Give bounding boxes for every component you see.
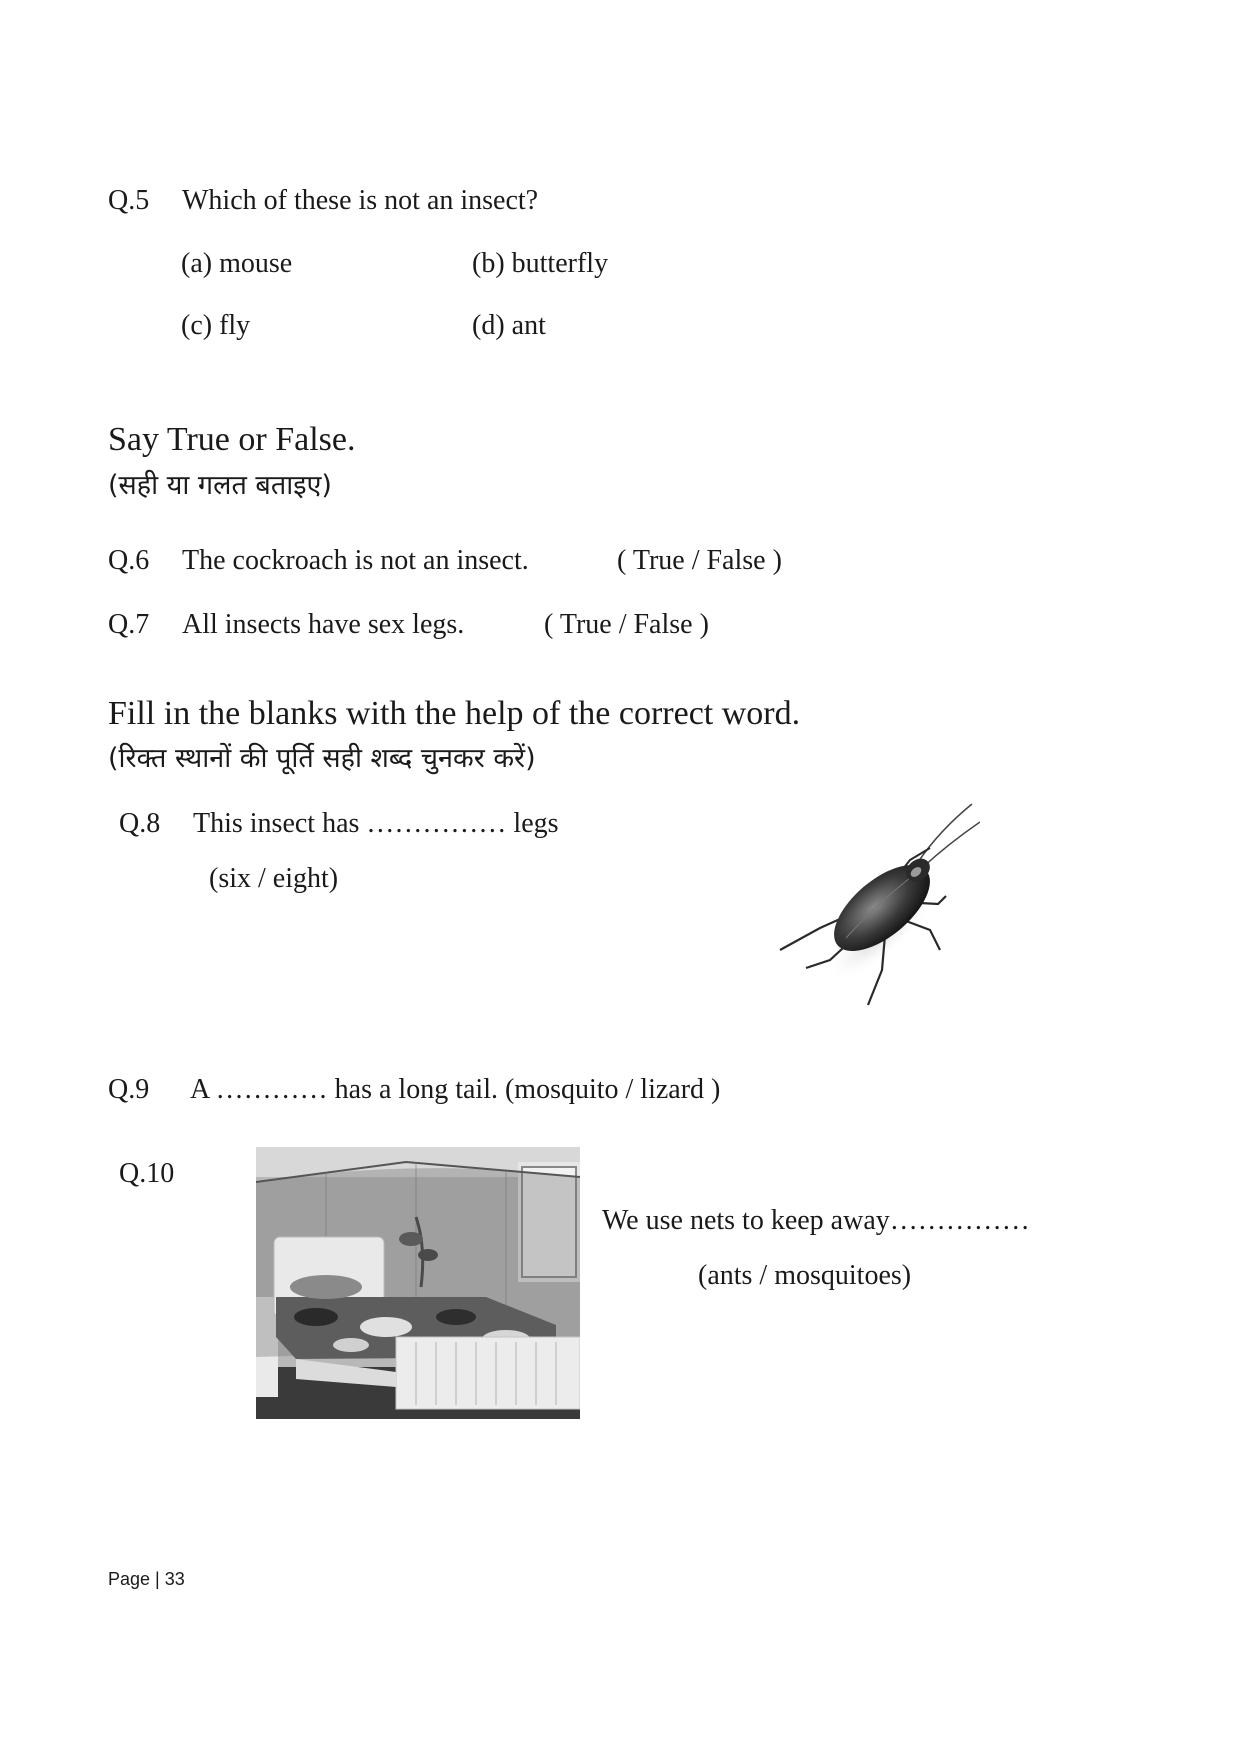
page-number: Page | 33 bbox=[108, 1569, 185, 1589]
fill-blanks-heading: Fill in the blanks with the help of the correct word. bbox=[108, 695, 801, 732]
q9-question: A ………… has a long tail. (mosquito / lizard ) bbox=[190, 1074, 721, 1105]
q9-number: Q.9 bbox=[108, 1074, 150, 1105]
q7-choices: ( True / False ) bbox=[544, 609, 709, 640]
q7-number: Q.7 bbox=[108, 609, 150, 640]
q5-option-a: (a) mouse bbox=[181, 248, 293, 279]
fill-blanks-hindi-instruction: (रिक्त स्थानों की पूर्ति सही शब्द चुनकर करें) bbox=[108, 743, 536, 774]
mosquito-net-bed-image bbox=[256, 1147, 580, 1419]
q8-question: This insect has …………… legs bbox=[193, 808, 559, 839]
q6-number: Q.6 bbox=[108, 545, 150, 576]
q6-choices: ( True / False ) bbox=[617, 545, 782, 576]
q5-option-b: (b) butterfly bbox=[472, 248, 609, 279]
q7-question: All insects have sex legs. bbox=[182, 609, 465, 640]
true-false-hindi-instruction: (सही या गलत बताइए) bbox=[108, 470, 332, 501]
q10-options: (ants / mosquitoes) bbox=[698, 1260, 912, 1291]
q10-number: Q.10 bbox=[119, 1158, 175, 1189]
q5-option-c: (c) fly bbox=[181, 310, 251, 341]
q5-number: Q.5 bbox=[108, 185, 150, 216]
q5-question: Which of these is not an insect? bbox=[182, 185, 539, 216]
cockroach-image bbox=[770, 800, 980, 1010]
true-false-heading: Say True or False. bbox=[108, 421, 356, 458]
q6-question: The cockroach is not an insect. bbox=[182, 545, 529, 576]
q10-question: We use nets to keep away…………… bbox=[602, 1205, 1030, 1236]
q8-options: (six / eight) bbox=[209, 863, 339, 894]
q5-option-d: (d) ant bbox=[472, 310, 546, 341]
q8-number: Q.8 bbox=[119, 808, 161, 839]
